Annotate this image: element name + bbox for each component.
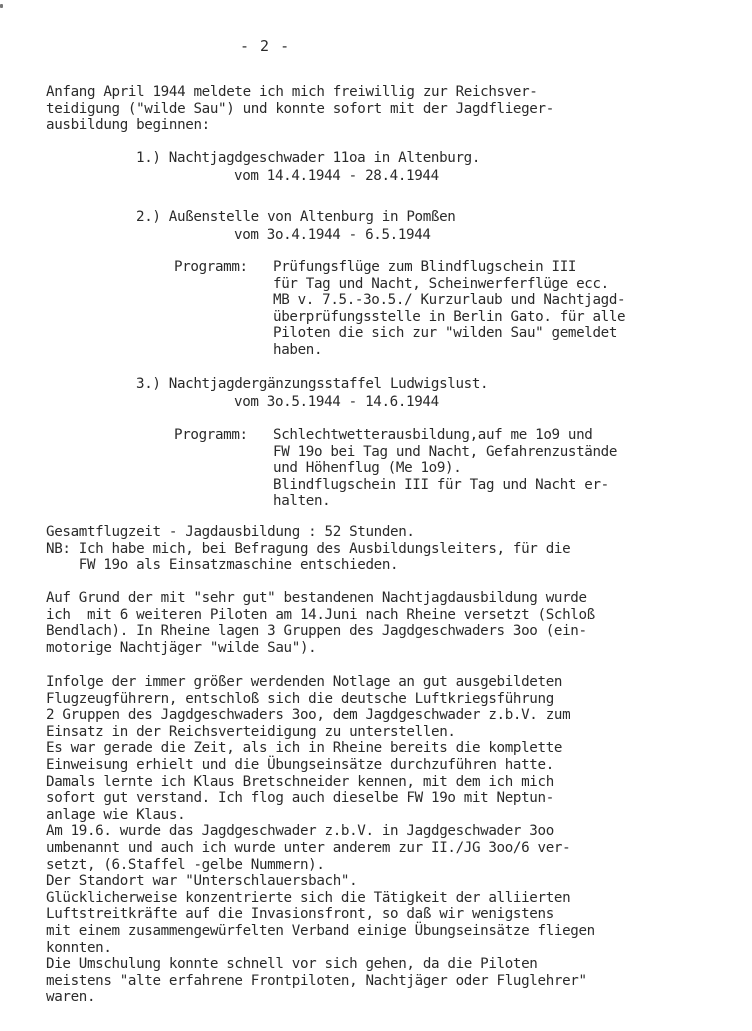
text-line: halten.	[273, 493, 331, 510]
item-1-heading: 1.) Nachtjagdgeschwader 11oa in Altenburg.	[136, 150, 481, 166]
text-line: für Tag und Nacht, Scheinwerferflüge ecc.	[273, 275, 609, 292]
text-line: setzt, (6.Staffel -gelbe Nummern).	[46, 856, 325, 873]
text-line: Blindflugschein III für Tag und Nacht er-	[273, 476, 609, 493]
text-line: ausbildung beginnen:	[46, 117, 210, 134]
text-line: NB: Ich habe mich, bei Befragung des Ausbildungsleiters, für die	[46, 540, 571, 557]
rheine-paragraph	[46, 590, 595, 656]
page-number: - 2 -	[240, 37, 291, 55]
text-line: waren.	[46, 989, 96, 1006]
text-line: meistens "alte erfahrene Frontpiloten, Nachtjäger oder Fluglehrer"	[46, 972, 587, 989]
text-line: haben.	[273, 341, 323, 358]
item-2-programm-label: Programm:	[174, 259, 248, 275]
text-line: Luftstreitkräfte auf die Invasionsfront, so daß wir wenigstens	[46, 906, 554, 923]
text-line: Die Umschulung konnte schnell vor sich gehen, da die Piloten	[46, 956, 538, 973]
text-line: Bendlach). In Rheine lagen 3 Gruppen des Jagdgeschwaders 3oo (ein-	[46, 623, 587, 640]
text-line: Schlechtwetterausbildung,auf me 1o9 und	[273, 427, 593, 443]
item-1-dates: vom 14.4.1944 - 28.4.1944	[234, 168, 439, 184]
summary-block	[46, 524, 570, 574]
text-line: Damals lernte ich Klaus Bretschneider kennen, mit dem ich mich	[46, 773, 554, 790]
text-line: Infolge der immer größer werdenden Notlage an gut ausgebildeten	[46, 674, 563, 690]
text-line: Auf Grund der mit "sehr gut" bestandenen Nachtjagdausbildung wurde	[46, 590, 587, 606]
item-3-programm-text	[273, 427, 617, 510]
text-line: Gesamtflugzeit - Jagdausbildung : 52 Stunden.	[46, 524, 415, 540]
text-line: Flugzeugführern, entschloß sich die deutsche Luftkriegsführung	[46, 690, 554, 707]
text-line: Einweisung erhielt und die Übungseinsätze durchzuführen hatte.	[46, 756, 554, 773]
main-paragraph	[46, 674, 595, 1006]
text-line: ich mit 6 weiteren Piloten am 14.Juni nach Rheine versetzt (Schloß	[46, 606, 595, 623]
text-line: Prüfungsflüge zum Blindflugschein III	[273, 259, 577, 275]
text-line: mit einem zusammengewürfelten Verband einige Übungseinsätze fliegen	[46, 922, 595, 939]
text-line: konnten.	[46, 939, 112, 956]
text-line: und Höhenflug (Me 1o9).	[273, 460, 462, 477]
text-line: überprüfungsstelle in Berlin Gato. für alle	[273, 308, 626, 325]
text-line: teidigung ("wilde Sau") und konnte sofort mit der Jagdflieger-	[46, 100, 554, 117]
text-line: Es war gerade die Zeit, als ich in Rheine bereits die komplette	[46, 740, 563, 757]
text-line: Am 19.6. wurde das Jagdgeschwader z.b.V. in Jagdgeschwader 3oo	[46, 823, 554, 840]
item-2-heading: 2.) Außenstelle von Altenburg in Pomßen	[136, 209, 456, 225]
text-line: MB v. 7.5.-3o.5./ Kurzurlaub und Nachtjagd-	[273, 292, 626, 309]
item-3-programm-label: Programm:	[174, 427, 248, 443]
item-3-dates: vom 3o.5.1944 - 14.6.1944	[234, 394, 439, 410]
text-line: sofort gut verstand. Ich flog auch dieselbe FW 19o mit Neptun-	[46, 790, 554, 807]
text-line: anlage wie Klaus.	[46, 806, 186, 823]
intro-paragraph	[46, 84, 554, 134]
text-line: motorige Nachtjäger "wilde Sau").	[46, 639, 317, 656]
text-line: Anfang April 1944 meldete ich mich freiwillig zur Reichsver-	[46, 84, 538, 100]
text-line: Piloten die sich zur "wilden Sau" gemeldet	[273, 325, 618, 342]
text-line: Glücklicherweise konzentrierte sich die Tätigkeit der alliierten	[46, 889, 571, 906]
scan-mark	[0, 4, 3, 8]
item-2-programm-text	[273, 259, 625, 359]
text-line: Einsatz in der Reichsverteidigung zu unterstellen.	[46, 723, 456, 740]
text-line: FW 19o bei Tag und Nacht, Gefahrenzustände	[273, 443, 618, 460]
text-line: Der Standort war "Unterschlauersbach".	[46, 873, 358, 890]
text-line: FW 19o als Einsatzmaschine entschieden.	[46, 557, 399, 574]
text-line: umbenannt und auch ich wurde unter anderem zur II./JG 3oo/6 ver-	[46, 839, 571, 856]
item-3-heading: 3.) Nachtjagdergänzungsstaffel Ludwigslust.	[136, 376, 489, 392]
text-line: 2 Gruppen des Jagdgeschwaders 3oo, dem Jagdgeschwader z.b.V. zum	[46, 707, 571, 724]
item-2-dates: vom 3o.4.1944 - 6.5.1944	[234, 227, 431, 243]
